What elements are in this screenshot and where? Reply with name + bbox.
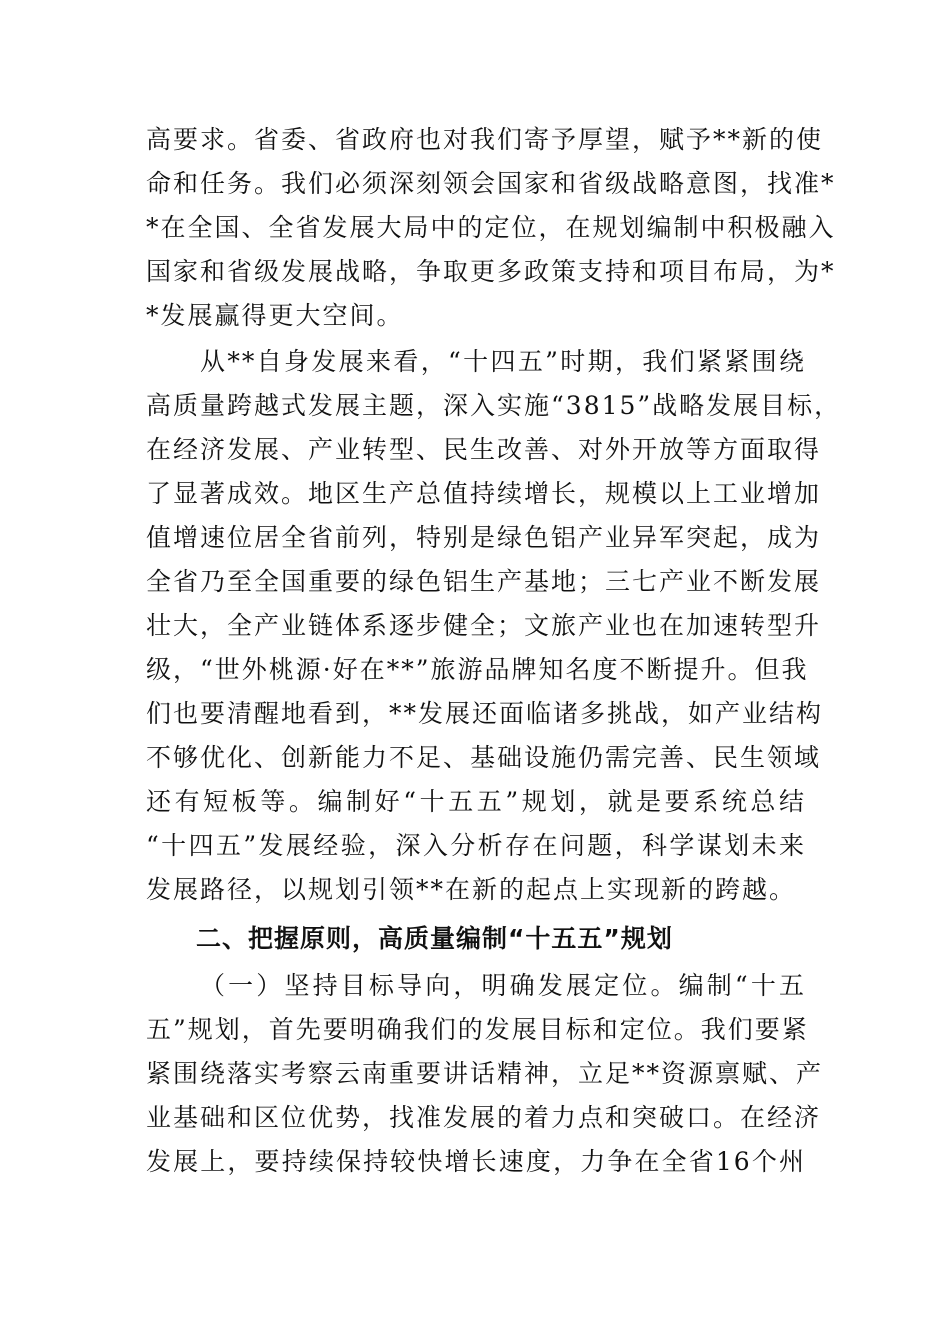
- body-text-line: 发展路径，以规划引领**在新的起点上实现新的跨越。: [146, 875, 797, 904]
- body-text-line: 级，“世外桃源·好在**”旅游品牌知名度不断提升。但我: [146, 655, 809, 684]
- body-text-line: 业基础和区位优势，找准发展的着力点和突破口。在经济: [146, 1103, 822, 1132]
- body-text-line: *在全国、全省发展大局中的定位，在规划编制中积极融入: [146, 213, 836, 242]
- paragraph-first-line: 从**自身发展来看，“十四五”时期，我们紧紧围绕: [200, 347, 806, 376]
- body-text-line: “十四五”发展经验，深入分析存在问题，科学谋划未来: [146, 831, 806, 860]
- body-text-line: 全省乃至全国重要的绿色铝生产基地；三七产业不断发展: [146, 567, 822, 596]
- body-text-line: 命和任务。我们必须深刻领会国家和省级战略意图，找准*: [146, 169, 836, 198]
- body-text-line: 壮大，全产业链体系逐步健全；文旅产业也在加速转型升: [146, 611, 822, 640]
- body-text-line: 在经济发展、产业转型、民生改善、对外开放等方面取得: [146, 435, 822, 464]
- body-text-line: 高要求。省委、省政府也对我们寄予厚望，赋予**新的使: [146, 125, 824, 154]
- body-text-line: 不够优化、创新能力不足、基础设施仍需完善、民生领域: [146, 743, 822, 772]
- body-text-line: 值增速位居全省前列，特别是绿色铝产业异军突起，成为: [146, 523, 822, 552]
- body-text-line: 五”规划，首先要明确我们的发展目标和定位。我们要紧: [146, 1015, 809, 1044]
- paragraph-first-line: （一）坚持目标导向，明确发展定位。编制“十五: [200, 971, 806, 1000]
- section-heading: 二、把握原则，高质量编制“十五五”规划: [196, 924, 673, 953]
- body-text-line: 国家和省级发展战略，争取更多政策支持和项目布局，为*: [146, 257, 836, 286]
- body-text-line: 高质量跨越式发展主题，深入实施“3815”战略发展目标，: [146, 391, 842, 420]
- body-text-line: 发展上，要持续保持较快增长速度，力争在全省16个州: [146, 1147, 806, 1176]
- body-text-line: *发展赢得更大空间。: [146, 301, 404, 330]
- body-text-line: 了显著成效。地区生产总值持续增长，规模以上工业增加: [146, 479, 822, 508]
- body-text-line: 们也要清醒地看到，**发展还面临诸多挑战，如产业结构: [146, 699, 824, 728]
- body-text-line: 紧围绕落实考察云南重要讲话精神，立足**资源禀赋、产: [146, 1059, 824, 1088]
- body-text-line: 还有短板等。编制好“十五五”规划，就是要系统总结: [146, 787, 806, 816]
